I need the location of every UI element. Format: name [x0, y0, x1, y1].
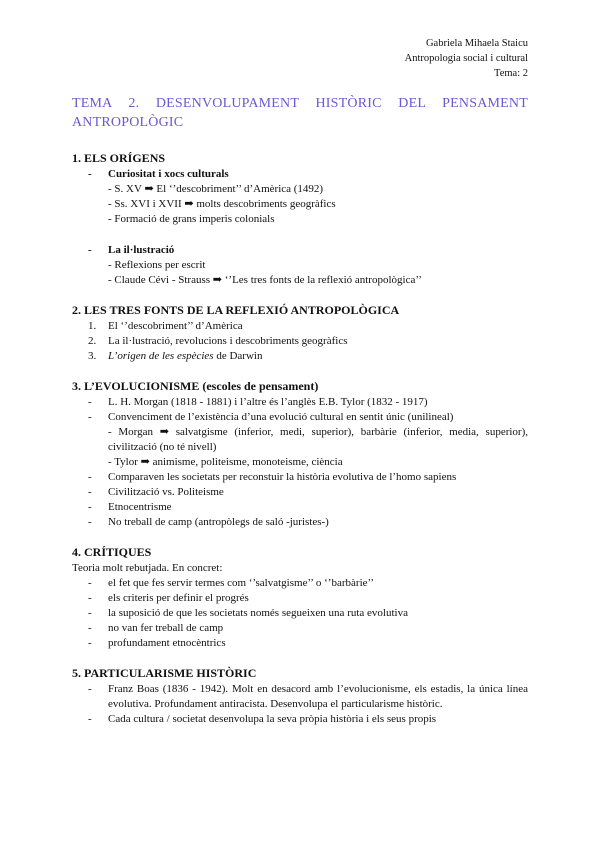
list-item [72, 349, 528, 364]
dash-marker: - [88, 411, 92, 423]
dash-marker: - [88, 516, 92, 528]
item-italic-text: L’origen de les espècies [108, 350, 214, 362]
sub-item: - Tylor ➡ animisme, politeisme, monoteisme, ciència [108, 456, 343, 468]
dash-marker: - [88, 501, 92, 513]
dash-marker: - [88, 168, 92, 180]
list-item [72, 591, 528, 606]
section-heading [72, 378, 528, 394]
sub-item: - Morgan ➡ salvatgisme (inferior, medi, superior), barbàrie (inferior, media, superior), civilització (no té nivell) [108, 426, 528, 453]
page-header [405, 36, 528, 81]
list-item [72, 606, 528, 621]
item-label: La il·lustració [108, 244, 175, 256]
item-text: profundament etnocèntrics [108, 637, 226, 649]
dash-marker: - [88, 713, 92, 725]
dash-marker: - [88, 396, 92, 408]
heading-subtext: (escoles de pensament) [199, 379, 319, 393]
dash-marker: - [88, 244, 92, 256]
section-three-sources [72, 302, 528, 364]
list-item [72, 515, 528, 530]
item-text: Etnocentrisme [108, 501, 172, 513]
item-text: el fet que fes servir termes com ‘’salvatgisme’’ o ‘’barbàrie’’ [108, 577, 375, 589]
dash-marker: - [88, 683, 92, 695]
list-item [72, 167, 528, 182]
sub-item: - Ss. XVI i XVII ➡ molts descobriments geogràfics [108, 198, 336, 210]
number-marker: 2. [88, 335, 97, 347]
item-text: la suposició de que les societats només segueixen una ruta evolutiva [108, 607, 408, 619]
dash-marker: - [88, 637, 92, 649]
list-item [72, 636, 528, 651]
section-intro: Teoria molt rebutjada. En concret: [72, 562, 223, 574]
list-item [72, 682, 528, 712]
dash-marker: - [88, 486, 92, 498]
list-item [72, 576, 528, 591]
section-heading: 1. ELS ORÍGENS [72, 151, 166, 165]
number-marker: 3. [88, 350, 97, 362]
header-topic: Tema: 2 [494, 68, 528, 79]
item-text: de Darwin [213, 350, 263, 362]
dash-marker: - [88, 607, 92, 619]
item-text: no van fer treball de camp [108, 622, 224, 634]
item-text: L. H. Morgan (1818 - 1881) i l’altre és l’anglès E.B. Tylor (1832 - 1917) [108, 396, 428, 408]
item-text: Franz Boas (1836 - 1942). Molt en desacord amb l’evolucionisme, els estadis, la única línea evolutiva. Profundament antiracista. Desenvolupa el particularisme històric. [108, 683, 528, 710]
list-item [72, 319, 528, 334]
list-item [72, 410, 528, 425]
dash-marker: - [88, 592, 92, 604]
dash-marker: - [88, 471, 92, 483]
dash-marker: - [88, 622, 92, 634]
item-label: Curiositat i xocs culturals [108, 168, 229, 180]
list-item [72, 485, 528, 500]
sub-item: - Reflexions per escrit [108, 259, 206, 271]
item-text: El ‘’descobriment’’ d’Amèrica [108, 320, 243, 332]
item-text: Comparaven les societats per reconstuir la història evolutiva de l’homo sapiens [108, 471, 457, 483]
list-item [72, 395, 528, 410]
sub-item: - Formació de grans imperis colonials [108, 213, 275, 225]
section-heading: 4. CRÍTIQUES [72, 545, 152, 559]
list-item [72, 712, 528, 727]
list-item [72, 621, 528, 636]
item-text: els criteris per definir el progrés [108, 592, 249, 604]
header-course: Antropologia social i cultural [404, 53, 528, 64]
item-text: La il·lustració, revolucions i descobriments geogràfics [108, 335, 348, 347]
section-heading: 2. LES TRES FONTS DE LA REFLEXIÓ ANTROPOLÒGICA [72, 303, 400, 317]
section-historical-particularism [72, 665, 528, 727]
section-critiques [72, 544, 528, 651]
item-text: Cada cultura / societat desenvolupa la seva pròpia història i els seus propis [108, 713, 437, 725]
section-heading: 5. PARTICULARISME HISTÒRIC [72, 666, 257, 680]
sub-item: - Claude Cévi - Strauss ➡ ‘’Les tres fonts de la reflexió antropològica’’ [108, 274, 422, 286]
item-text: Civilització vs. Politeisme [108, 486, 224, 498]
number-marker: 1. [88, 320, 97, 332]
section-origins [72, 150, 528, 288]
list-item [72, 334, 528, 349]
dash-marker: - [88, 577, 92, 589]
document-title: TEMA 2. DESENVOLUPAMENT HISTÒRIC DEL PENSAMENT ANTROPOLÒGIC [72, 96, 528, 130]
sub-item: - S. XV ➡ El ‘’descobriment’’ d’Amèrica (1492) [108, 183, 324, 195]
header-author: Gabriela Mihaela Staicu [425, 38, 528, 49]
heading-text: 3. L’EVOLUCIONISME [72, 379, 200, 393]
list-item [72, 243, 528, 258]
item-text: Convenciment de l’existència d’una evolució cultural en sentit únic (unilineal) [108, 411, 454, 423]
list-item [72, 470, 528, 485]
document-body [72, 150, 528, 741]
list-item [72, 500, 528, 515]
section-evolutionism [72, 378, 528, 530]
item-text: No treball de camp (antropòlegs de saló -juristes-) [108, 516, 329, 528]
